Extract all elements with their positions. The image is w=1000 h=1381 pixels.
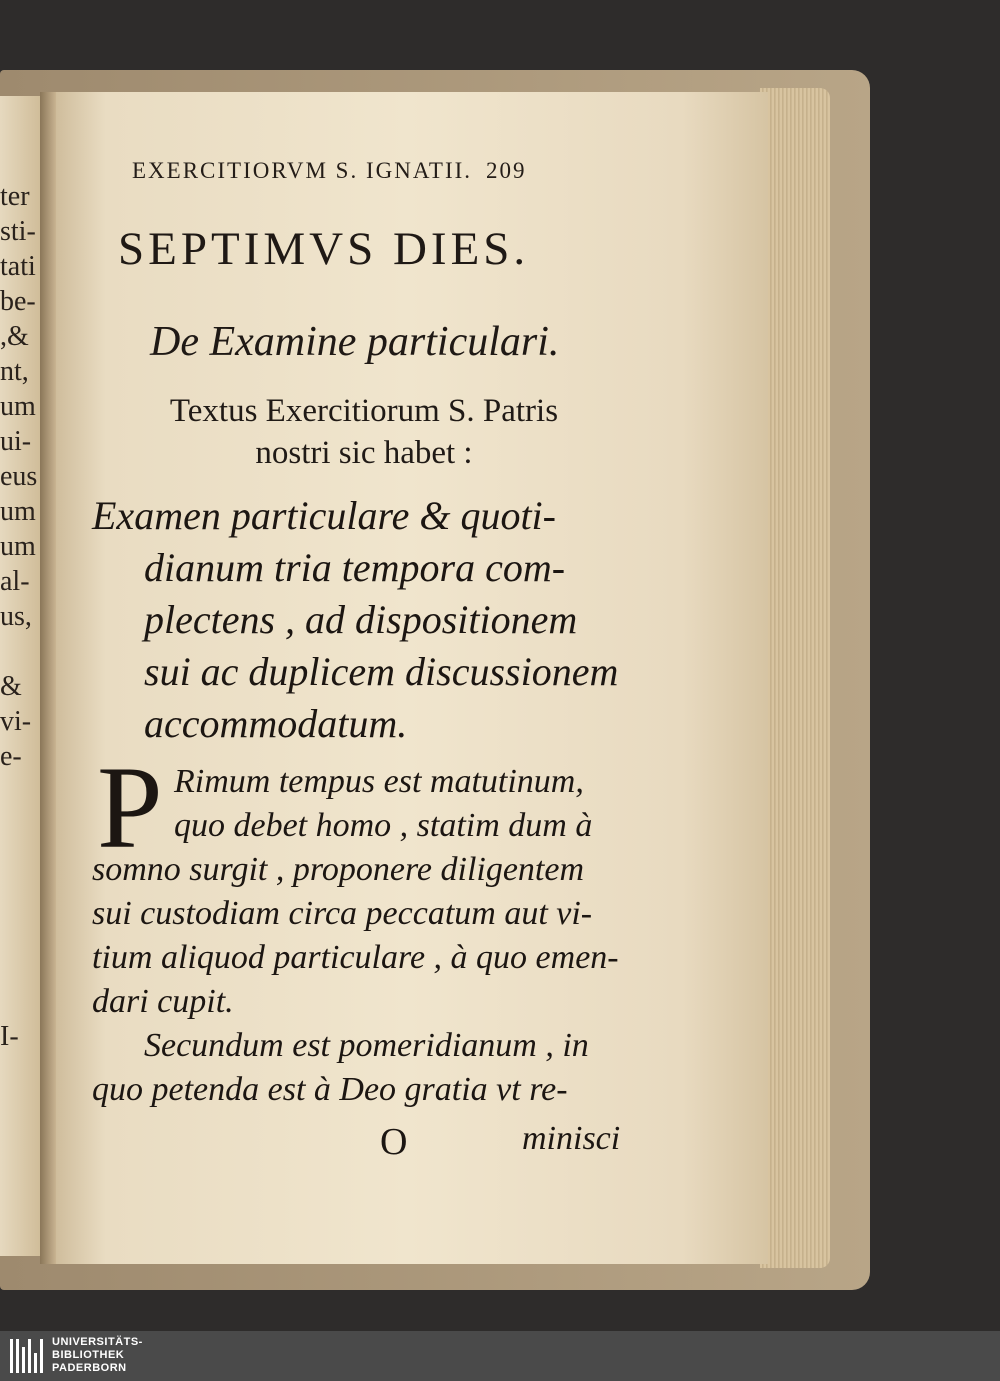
catchword: minisci (522, 1120, 621, 1157)
footer-bar (0, 1331, 1000, 1381)
left-page-fragment: be- (0, 286, 36, 317)
examen-line: plectens , ad dispositionem (144, 597, 578, 642)
page-edges (760, 88, 830, 1268)
examen-line: dianum tria tempora com- (144, 545, 566, 590)
textus-line: nostri sic habet : (255, 435, 473, 471)
body-line: sui custodiam circa peccatum aut vi- (92, 895, 593, 932)
body-line: quo petenda est à Deo gratia vt re- (92, 1071, 568, 1108)
textus-line: Textus Exercitiorum S. Patris (169, 393, 559, 429)
running-head (132, 158, 527, 184)
body-text (92, 742, 624, 1112)
chapter-title: SEPTIMVS DIES. (118, 223, 530, 275)
body-line: quo debet homo , statim dum à (174, 807, 593, 844)
examen-line: accommodatum. (144, 701, 408, 746)
left-page-fragment: nt, (0, 356, 29, 387)
signature-mark: O (380, 1121, 408, 1163)
left-page-fragment: e- (0, 741, 22, 772)
left-page-fragment: ,& (0, 321, 29, 352)
left-page-fragment: & (0, 671, 22, 702)
gutter (40, 92, 56, 1264)
examen-line: sui ac duplicem discussionem (144, 649, 619, 694)
left-page-fragment: ui- (0, 426, 32, 457)
left-page-fragment: al- (0, 566, 30, 597)
logo-line: BIBLIOTHEK (52, 1349, 125, 1361)
left-page-fragment: ter (0, 181, 30, 212)
left-page-fragment: um (0, 496, 36, 527)
running-head-title: EXERCITIORVM S. IGNATII. (132, 158, 473, 183)
logo-line: PADERBORN (52, 1362, 127, 1374)
left-page-fragment: I- (0, 1021, 19, 1052)
body-line: dari cupit. (92, 983, 234, 1020)
body-line: Rimum tempus est matutinum, (174, 763, 584, 800)
left-page-fragment: um (0, 531, 36, 562)
library-logo-text (52, 1336, 143, 1375)
drop-cap: P (97, 742, 163, 873)
body-line: Secundum est pomeridianum , in (144, 1027, 589, 1064)
left-page-fragment: tati (0, 251, 36, 282)
left-page-fragment: us, (0, 601, 32, 632)
left-page-fragment: eus (0, 461, 38, 492)
textus-heading (124, 390, 604, 474)
left-page-fragment: vi- (0, 706, 32, 737)
page-number: 209 (486, 158, 527, 183)
chapter-subtitle: De Examine particulari. (150, 319, 560, 365)
examen-quote (92, 490, 622, 750)
logo-line: UNIVERSITÄTS- (52, 1336, 143, 1348)
body-line: somno surgit , proponere diligentem (92, 851, 585, 888)
body-line: tium aliquod particulare , à quo emen- (92, 939, 619, 976)
left-page-fragment: sti- (0, 216, 36, 247)
left-page-fragment: um (0, 391, 36, 422)
examen-line: Examen particulare & quoti- (92, 493, 556, 538)
